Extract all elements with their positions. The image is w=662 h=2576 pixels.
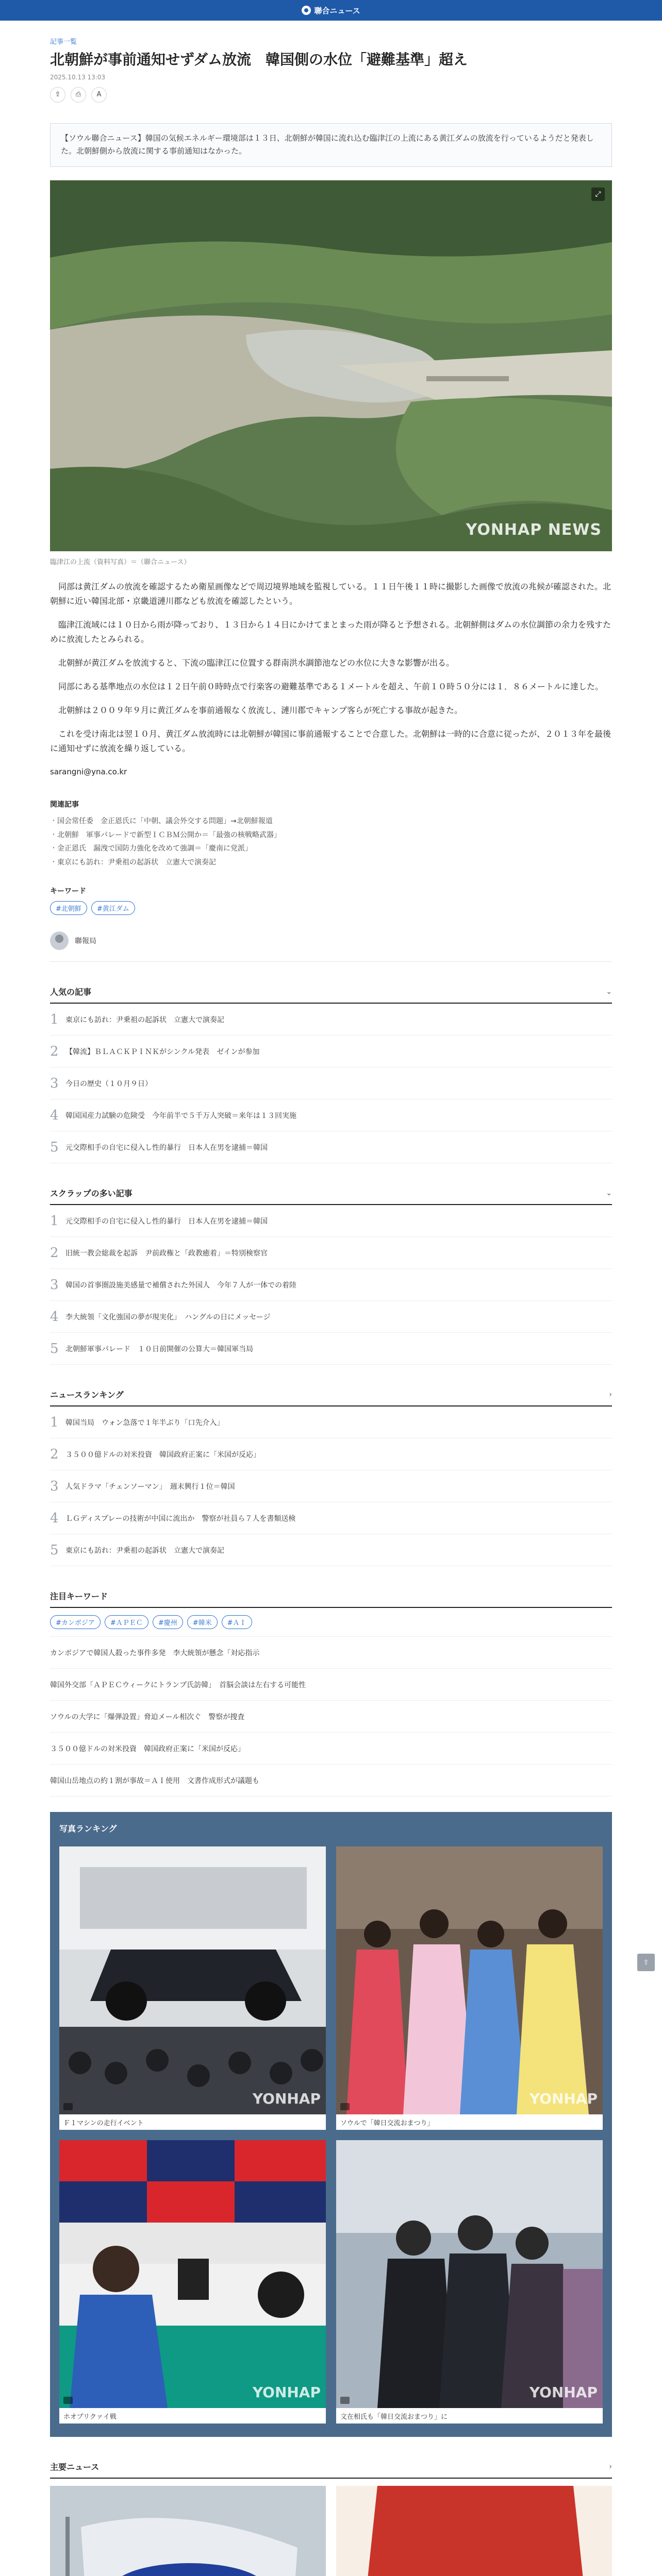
breadcrumb[interactable]: 記事一覧 — [50, 38, 77, 46]
photo-watermark: YONHAP — [252, 2090, 321, 2108]
rank-text: 東京にも訪れ：尹乗祖の起訴状 立憲大で演奏記 — [65, 1015, 224, 1024]
popular-section — [50, 986, 612, 1163]
rank-text: 旧統一教会総裁を起訴 尹前政権と「政教癒着」＝特別検察官 — [65, 1249, 268, 1258]
photo-thumbnail — [336, 1846, 603, 2114]
trending-tag[interactable]: #韓米 — [187, 1615, 218, 1629]
rank-number: 4 — [50, 1309, 59, 1325]
keyword-tag[interactable]: #黄江ダム — [91, 901, 135, 915]
author-name[interactable]: 聯報局 — [75, 937, 96, 946]
article-photo[interactable] — [50, 180, 612, 551]
rank-text: 元交際相手の自宅に侵入し性的暴行 日本人在男を逮捕＝韓国 — [65, 1217, 268, 1226]
ranking-section — [50, 1388, 612, 1566]
trending-tag[interactable]: #慶州 — [153, 1615, 183, 1629]
river-landscape-image — [50, 180, 612, 551]
rank-item[interactable] — [50, 1534, 612, 1566]
rank-item[interactable] — [50, 1269, 612, 1301]
article-body — [50, 580, 612, 778]
scrap-title: スクラップの多い記事 — [50, 1189, 133, 1199]
rank-number: 5 — [50, 1542, 59, 1558]
rank-number: 5 — [50, 1139, 59, 1155]
related-item[interactable]: ・ 国会常任委 金正恩氏に「中朝、議会外交する問題」→北朝鮮報道 — [50, 815, 612, 828]
rank-number: 1 — [50, 1414, 59, 1430]
photo-card[interactable] — [59, 2140, 326, 2424]
trending-section — [50, 1590, 612, 1797]
photo-thumbnail — [59, 1846, 326, 2114]
related-label: 関連記事 — [50, 801, 79, 809]
article-summary: 【ソウル聯合ニュース】韓国の気候エネルギー環境部は１３日、北朝鮮が韓国に流れ込む臨津江の上流にある黄江ダムの放流を行っているようだと発表した。北朝鮮側から放流に関する事前通知はなかった。 — [50, 123, 612, 167]
rank-item[interactable] — [50, 1333, 612, 1365]
chevron-down-icon[interactable]: ⌄ — [606, 987, 612, 996]
main-news-thumbnail — [336, 2486, 612, 2576]
trending-tag[interactable]: #ＡＰＥＣ — [105, 1615, 148, 1629]
photo-caption: Ｆ１マシンの走行イベント — [59, 2114, 326, 2130]
trending-item[interactable]: ソウルの大学に「爆弾設置」脅迫メール相次ぐ 警察が捜査 — [50, 1701, 612, 1733]
expand-icon[interactable]: ⤢ — [591, 188, 605, 201]
chevron-down-icon[interactable]: ⌄ — [606, 1189, 612, 1197]
rank-text: ３５００億ドルの対米投資 韓国政府正案に「米国が反応」 — [65, 1450, 260, 1459]
rank-item[interactable] — [50, 1237, 612, 1269]
paragraph: 北朝鮮が黄江ダムを放流すると、下流の臨津江に位置する群南洪水調節池などの水位に大きな影響が出る。 — [58, 657, 455, 668]
rank-number: 5 — [50, 1341, 59, 1357]
photo-card[interactable] — [59, 1846, 326, 2130]
site-header — [0, 0, 662, 21]
rank-text: 北朝鮮軍事パレード １０日前開催の公算大＝韓国軍当局 — [65, 1345, 253, 1353]
rank-text: 今日の歴史（１０月９日） — [65, 1079, 152, 1088]
rank-number: 4 — [50, 1510, 59, 1526]
photo-caption: ホオプリクァイ戦 — [59, 2408, 326, 2424]
paragraph: 臨津江流域には１０日から雨が降っており、１３日から１４日にかけてまとまった雨が降ると予想される。北朝鮮側はダムの水位調節の余力を残すために放流したとみられる。 — [50, 619, 611, 644]
rank-item[interactable] — [50, 1470, 612, 1502]
rank-text: 元交際相手の自宅に侵入し性的暴行 日本人在男を逮捕＝韓国 — [65, 1143, 268, 1152]
photo-watermark: YONHAP — [529, 2384, 598, 2401]
article-headline: 北朝鮮が事前通知せずダム放流 韓国側の水位「避難基準」超え — [50, 51, 468, 68]
site-logo-text[interactable]: 聯合ニュース — [314, 6, 360, 15]
chevron-right-icon[interactable]: › — [609, 2462, 612, 2471]
chevron-right-icon[interactable]: › — [609, 1390, 612, 1399]
rank-item[interactable] — [50, 1502, 612, 1534]
rank-number: 3 — [50, 1478, 59, 1494]
rank-item[interactable] — [50, 1205, 612, 1237]
rank-item[interactable] — [50, 1406, 612, 1438]
trending-item[interactable]: ３５００億ドルの対米投資 韓国政府正案に「米国が反応」 — [50, 1733, 612, 1765]
rank-text: ＬＧディスプレーの技術が中国に流出か 警察が社員ら７人を書類送検 — [65, 1514, 296, 1523]
rank-text: 韓国の首事圏設施美感量で補償された外国人 今年７人が一体での着陸 — [65, 1281, 296, 1290]
article-container — [50, 21, 612, 2576]
article-toolbar — [50, 87, 612, 103]
keywords-label: キーワード — [50, 887, 86, 896]
share-button[interactable]: ⇪ — [50, 87, 65, 103]
trending-tag[interactable]: #ＡＩ — [222, 1615, 252, 1629]
rank-number: 2 — [50, 1043, 59, 1059]
related-item[interactable]: ・ 北朝鮮 軍事パレードで新型ＩＣＢＭ公開か＝「最強の核戦略武器」 — [50, 828, 612, 842]
camera-icon — [340, 2103, 350, 2110]
photo-caption: 文在相氏も「韓日交流おまつり」に — [336, 2408, 603, 2424]
photo-caption: 臨津江の上流（資料写真）＝（聯合ニュース） — [50, 558, 191, 566]
keyword-tag[interactable]: #北朝鮮 — [50, 901, 87, 915]
keywords-section — [50, 886, 612, 915]
related-item[interactable]: ・ 金正恩氏 漏洩で国防力強化を改めて強調＝「慶南に党派」 — [50, 842, 612, 856]
trending-title: 注目キーワード — [50, 1591, 108, 1602]
related-articles — [50, 799, 612, 869]
rank-item[interactable] — [50, 1301, 612, 1333]
rank-item[interactable] — [50, 1438, 612, 1470]
rank-number: 1 — [50, 1011, 59, 1027]
scrap-section — [50, 1187, 612, 1365]
main-news-section — [50, 2461, 612, 2576]
photo-ranking-title: 写真ランキング — [59, 1824, 117, 1834]
trending-item[interactable]: 韓国山岳地点の約１割が事故＝ＡＩ使用 文書作成形式が議題も — [50, 1765, 612, 1797]
rank-item[interactable] — [50, 1131, 612, 1163]
photo-ranking-section — [50, 1812, 612, 2437]
rank-text: 東京にも訪れ：尹乗祖の起訴状 立憲大で演奏記 — [65, 1546, 224, 1555]
paragraph: 同部にある基準地点の水位は１２日午前０時時点で行楽客の避難基準である１メートルを超え、午前１０時５０分には１．８６メートルに達した。 — [58, 681, 603, 691]
camera-icon — [63, 2397, 73, 2404]
rank-number: 4 — [50, 1107, 59, 1123]
yonhap-logo-icon[interactable] — [302, 6, 311, 15]
rank-text: 李大統領「文化強国の夢が現実化」 ハングルの日にメッセージ — [65, 1313, 271, 1321]
paragraph: 北朝鮮は２００９年９月に黄江ダムを事前通報なく放流し、漣川郡でキャンプ客らが死亡する事故が起きた。 — [58, 705, 463, 715]
trending-item[interactable]: カンボジアで韓国人殺った事件多発 李大統領が懸念「対応指示 — [50, 1637, 612, 1669]
photo-caption: ソウルで「韓日交流おまつり」 — [336, 2114, 603, 2130]
trending-tag[interactable]: #カンボジア — [50, 1615, 101, 1629]
rank-text: 【韓流】ＢＬＡＣＫＰＩＮＫがシンクル発表 ゼインが参加 — [65, 1047, 260, 1056]
main-news-card[interactable] — [50, 2486, 326, 2576]
author-avatar[interactable] — [50, 931, 69, 950]
camera-icon — [340, 2397, 350, 2404]
author-box — [50, 931, 612, 962]
main-news-title: 主要ニュース — [50, 2462, 100, 2472]
rank-number: 2 — [50, 1446, 59, 1462]
rank-text: 韓国国産力試験の危険受 今年前半で５千万人突破＝来年は１３回実施 — [65, 1111, 296, 1120]
reporter-email[interactable]: sarangni@yna.co.kr — [50, 767, 127, 776]
paragraph: これを受け南北は翌１０月、黄江ダム放流時には北朝鮮が韓国に事前通報することで合意した。北朝鮮は一時的に合意に従ったが、２０１３年を最後に通知せずに放流を繰り返している。 — [50, 728, 611, 753]
popular-title: 人気の記事 — [50, 987, 92, 997]
print-button[interactable]: ⎙ — [71, 87, 86, 103]
rank-item[interactable] — [50, 1099, 612, 1131]
main-news-card[interactable] — [336, 2486, 612, 2576]
photo-card[interactable] — [336, 1846, 603, 2130]
photo-watermark: YONHAP — [529, 2090, 598, 2108]
scroll-top-button[interactable]: ⇧ — [637, 1954, 655, 1971]
rank-number: 1 — [50, 1213, 59, 1229]
photo-card[interactable] — [336, 2140, 603, 2424]
article-date: 2025.10.13 13:03 — [50, 73, 106, 81]
ranking-title: ニュースランキング — [50, 1390, 124, 1400]
rank-item[interactable] — [50, 1036, 612, 1067]
photo-watermark: YONHAP NEWS — [466, 520, 602, 539]
rank-text: 人気ドラマ「チェンソーマン」 週末興行１位＝韓国 — [65, 1482, 235, 1491]
article-header — [50, 21, 612, 108]
rank-item[interactable] — [50, 1004, 612, 1036]
trending-item[interactable]: 韓国外交部「ＡＰＥＣウィークにトランプ氏訪韓」 首脳会談は左右する可能性 — [50, 1669, 612, 1701]
rank-item[interactable] — [50, 1067, 612, 1099]
font-size-button[interactable]: A — [91, 87, 107, 103]
related-item[interactable]: ・ 東京にも訪れ：尹乗祖の起訴状 立憲大で演奏記 — [50, 856, 612, 870]
main-news-thumbnail — [50, 2486, 326, 2576]
rank-number: 3 — [50, 1277, 59, 1293]
rank-number: 3 — [50, 1075, 59, 1091]
photo-thumbnail — [336, 2140, 603, 2408]
photo-thumbnail — [59, 2140, 326, 2408]
camera-icon — [63, 2103, 73, 2110]
rank-number: 2 — [50, 1245, 59, 1261]
photo-watermark: YONHAP — [252, 2384, 321, 2401]
rank-text: 韓国当局 ウォン急落で１年半ぶり「口先介入」 — [65, 1418, 224, 1427]
paragraph: 同部は黄江ダムの放流を確認するため衛星画像などで周辺境界地域を監視している。１１日午後１１時に撮影した画像で放流の兆候が確認された。北朝鮮に近い韓国北部・京畿道漣川郡なども放流を確認したという。 — [50, 581, 611, 606]
